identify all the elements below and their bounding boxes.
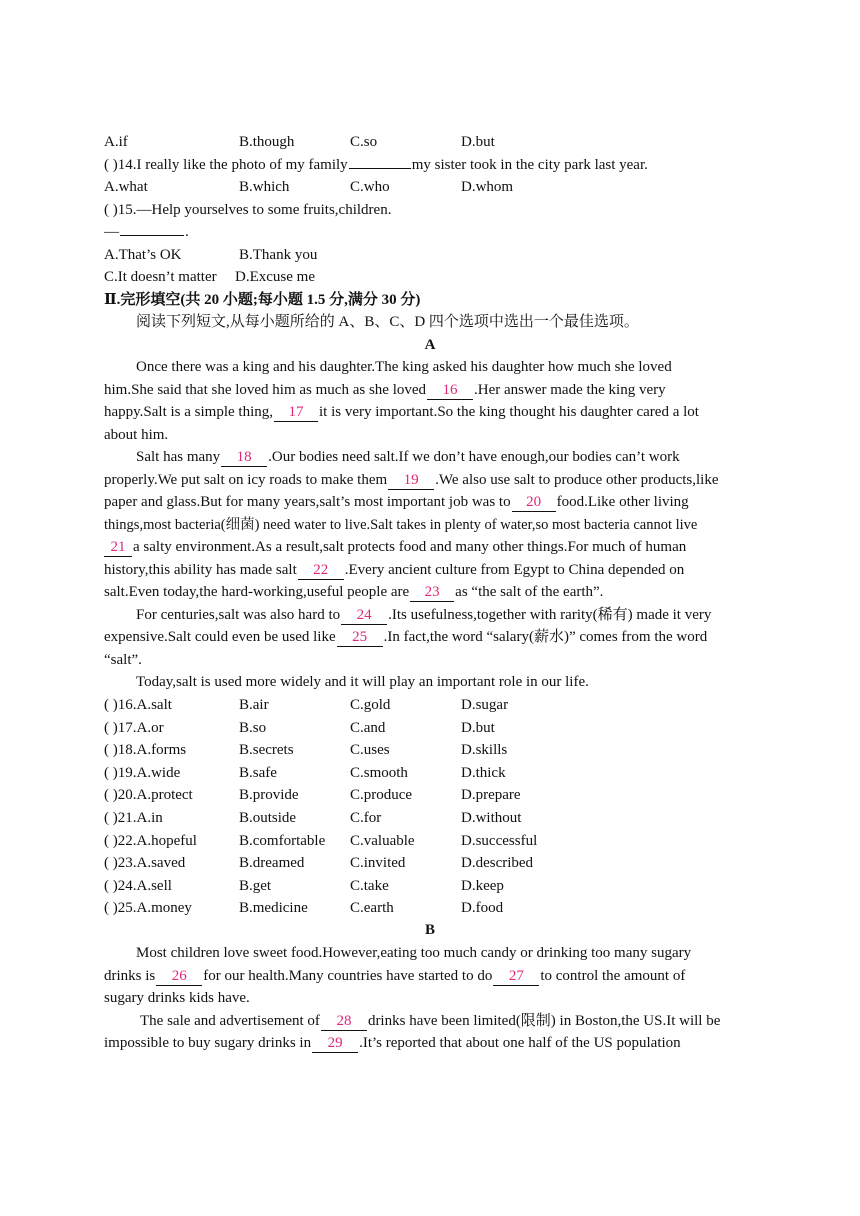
- option-a: A.forms: [136, 742, 187, 758]
- q14-option-d: D.whom: [461, 179, 514, 195]
- option-c: C.gold: [350, 697, 391, 713]
- text-run: .We also use salt to produce other products,like: [435, 472, 719, 488]
- text-run: .Her answer made the king very: [474, 382, 666, 398]
- passage-b-line: [140, 1010, 720, 1032]
- option-d: D.successful: [461, 833, 538, 849]
- passage-a-line: “salt”.: [104, 652, 142, 668]
- option-c: C.smooth: [350, 765, 408, 781]
- text-run: for our health.Many countries have started to do: [203, 968, 493, 984]
- option-c: C.take: [350, 878, 389, 894]
- q14-option-b: B.which: [239, 179, 290, 195]
- blank-16: 16: [427, 381, 473, 400]
- blank-19: 19: [388, 471, 434, 490]
- text-run: .Every ancient culture from Egypt to China depended on: [344, 562, 685, 578]
- blank-21: 21: [104, 538, 132, 557]
- question-number: ( )16.: [104, 697, 137, 713]
- question-number-and-option-a: [104, 807, 163, 829]
- passage-a-line: [104, 469, 718, 491]
- text-run: salt.Even today,the hard-working,useful people are: [104, 584, 410, 600]
- q14-option-c: C.who: [350, 179, 390, 195]
- option-a: A.money: [136, 900, 192, 916]
- passage-b-line: Most children love sweet food.However,eating too much candy or drinking too many sugary: [136, 945, 692, 961]
- q15-stem: ( )15.—Help yourselves to some fruits,children.: [104, 202, 392, 218]
- question-number-and-option-a: [104, 762, 180, 784]
- q13-option-b: B.though: [239, 134, 295, 150]
- q15-option-d: D.Excuse me: [235, 269, 315, 285]
- blank-17: 17: [274, 403, 318, 422]
- question-number: ( )24.: [104, 878, 137, 894]
- option-c: C.for: [350, 810, 382, 826]
- option-c: C.and: [350, 720, 386, 736]
- option-b: B.dreamed: [239, 855, 305, 871]
- question-number: ( )23.: [104, 855, 137, 871]
- option-d: D.prepare: [461, 787, 521, 803]
- text-run: The sale and advertisement of: [140, 1013, 320, 1029]
- option-a: A.saved: [136, 855, 186, 871]
- question-number: ( )19.: [104, 765, 137, 781]
- question-number-and-option-a: [104, 875, 172, 897]
- option-b: B.safe: [239, 765, 277, 781]
- option-d: D.food: [461, 900, 504, 916]
- section-heading: Ⅱ.完形填空(共 20 小题;每小题 1.5 分,满分 30 分): [104, 292, 421, 308]
- text-run: expensive.Salt could even be used like: [104, 629, 336, 645]
- passage-a-line: [104, 559, 684, 581]
- question-number: ( )18.: [104, 742, 137, 758]
- passage-a-line: [136, 446, 680, 468]
- passage-a-line: [104, 581, 603, 603]
- q15-blank: [120, 235, 184, 236]
- blank-25: 25: [337, 628, 383, 647]
- q14-blank: [349, 168, 411, 169]
- passage-a-line: Once there was a king and his daughter.The king asked his daughter how much she loved: [136, 359, 672, 375]
- q15-period: .: [185, 224, 189, 240]
- option-c: C.produce: [350, 787, 413, 803]
- option-d: D.thick: [461, 765, 506, 781]
- blank-28: 28: [321, 1012, 367, 1031]
- q15-option-a: A.That’s OK: [104, 247, 182, 263]
- text-run: as “the salt of the earth”.: [455, 584, 604, 600]
- option-b: B.get: [239, 878, 272, 894]
- text-run: it is very important.So the king thought his daughter cared a lot: [319, 404, 699, 420]
- question-number: ( )17.: [104, 720, 137, 736]
- option-a: A.wide: [136, 765, 181, 781]
- question-number-and-option-a: [104, 717, 164, 739]
- question-number-and-option-a: [104, 852, 185, 874]
- text-run: properly.We put salt on icy roads to make them: [104, 472, 388, 488]
- option-c: C.invited: [350, 855, 406, 871]
- passage-a-line: [104, 379, 666, 401]
- text-run: him.She said that she loved him as much as she loved: [104, 382, 427, 398]
- option-c: C.uses: [350, 742, 390, 758]
- blank-18: 18: [221, 448, 267, 467]
- passage-a-line: [104, 491, 689, 513]
- text-run: impossible to buy sugary drinks in: [104, 1035, 312, 1051]
- q14-stem: [104, 154, 648, 176]
- blank-26: 26: [156, 967, 202, 986]
- text-run: drinks have been limited(限制) in Boston,the US.It will be: [367, 1013, 721, 1029]
- section-instruction: 阅读下列短文,从每小题所给的 A、B、C、D 四个选项中选出一个最佳选项。: [136, 314, 639, 330]
- option-b: B.provide: [239, 787, 299, 803]
- text-run: .In fact,the word “salary(薪水)” comes from the word: [383, 629, 708, 645]
- blank-20: 20: [512, 493, 556, 512]
- text-run: .Its usefulness,together with rarity(稀有) made it very: [388, 607, 712, 623]
- blank-22: 22: [298, 561, 344, 580]
- question-number-and-option-a: [104, 897, 192, 919]
- text-run: .Our bodies need salt.If we don’t have enough,our bodies can’t work: [268, 449, 680, 465]
- option-a: A.in: [136, 810, 163, 826]
- question-number-and-option-a: [104, 694, 172, 716]
- q15-reply: [104, 221, 189, 243]
- option-a: A.salt: [136, 697, 172, 713]
- passage-b-line: sugary drinks kids have.: [104, 990, 250, 1006]
- option-b: B.so: [239, 720, 267, 736]
- option-b: B.outside: [239, 810, 297, 826]
- option-c: C.valuable: [350, 833, 415, 849]
- option-d: D.skills: [461, 742, 508, 758]
- question-number-and-option-a: [104, 784, 193, 806]
- question-number: ( )22.: [104, 833, 137, 849]
- passage-a-line: [104, 401, 699, 423]
- passage-a-line: Today,salt is used more widely and it will play an important role in our life.: [136, 674, 589, 690]
- option-d: D.keep: [461, 878, 504, 894]
- question-number-and-option-a: [104, 739, 186, 761]
- passage-b-line: [104, 965, 685, 987]
- option-b: B.medicine: [239, 900, 308, 916]
- blank-24: 24: [341, 606, 387, 625]
- text-run: For centuries,salt was also hard to: [136, 607, 341, 623]
- passage-a-label: A: [424, 337, 436, 353]
- blank-29: 29: [312, 1034, 358, 1053]
- q13-option-d: D.but: [461, 134, 495, 150]
- text-run: history,this ability has made salt: [104, 562, 297, 578]
- passage-b-label: B: [424, 922, 435, 938]
- text-run: food.Like other living: [556, 494, 689, 510]
- option-d: D.sugar: [461, 697, 509, 713]
- passage-a-line: about him.: [104, 427, 169, 443]
- q14-prefix: ( )14.I really like the photo of my family: [104, 157, 348, 173]
- option-d: D.without: [461, 810, 522, 826]
- passage-a-line: [136, 604, 711, 626]
- text-run: .It’s reported that about one half of the US population: [359, 1035, 681, 1051]
- option-a: A.sell: [136, 878, 172, 894]
- option-a: A.protect: [136, 787, 193, 803]
- option-d: D.but: [461, 720, 495, 736]
- text-run: a salty environment.As a result,salt protects food and many other things.For much of human: [133, 539, 687, 555]
- text-run: happy.Salt is a simple thing,: [104, 404, 274, 420]
- option-b: B.secrets: [239, 742, 294, 758]
- option-b: B.comfortable: [239, 833, 326, 849]
- option-b: B.air: [239, 697, 269, 713]
- text-run: drinks is: [104, 968, 156, 984]
- passage-a-line: [104, 626, 707, 648]
- q15-dash: —: [104, 224, 119, 240]
- passage-a-line: things,most bacteria(细菌) need water to live.Salt takes in plenty of water,so most bacteria cannot live: [104, 517, 698, 533]
- text-run: Salt has many: [136, 449, 221, 465]
- option-c: C.earth: [350, 900, 394, 916]
- q15-option-b: B.Thank you: [239, 247, 318, 263]
- blank-27: 27: [493, 967, 539, 986]
- q15-option-c: C.It doesn’t matter: [104, 269, 217, 285]
- passage-a-line: [104, 536, 686, 558]
- blank-23: 23: [410, 583, 454, 602]
- question-number: ( )20.: [104, 787, 137, 803]
- q13-option-a: A.if: [104, 134, 128, 150]
- q14-option-a: A.what: [104, 179, 148, 195]
- question-number: ( )21.: [104, 810, 137, 826]
- option-d: D.described: [461, 855, 534, 871]
- question-number-and-option-a: [104, 830, 197, 852]
- q13-option-c: C.so: [350, 134, 378, 150]
- option-a: A.hopeful: [136, 833, 197, 849]
- passage-b-line: [104, 1032, 681, 1054]
- text-run: to control the amount of: [540, 968, 686, 984]
- q14-suffix: my sister took in the city park last year.: [411, 157, 648, 173]
- question-number: ( )25.: [104, 900, 137, 916]
- text-run: paper and glass.But for many years,salt’s most important job was to: [104, 494, 511, 510]
- option-a: A.or: [136, 720, 164, 736]
